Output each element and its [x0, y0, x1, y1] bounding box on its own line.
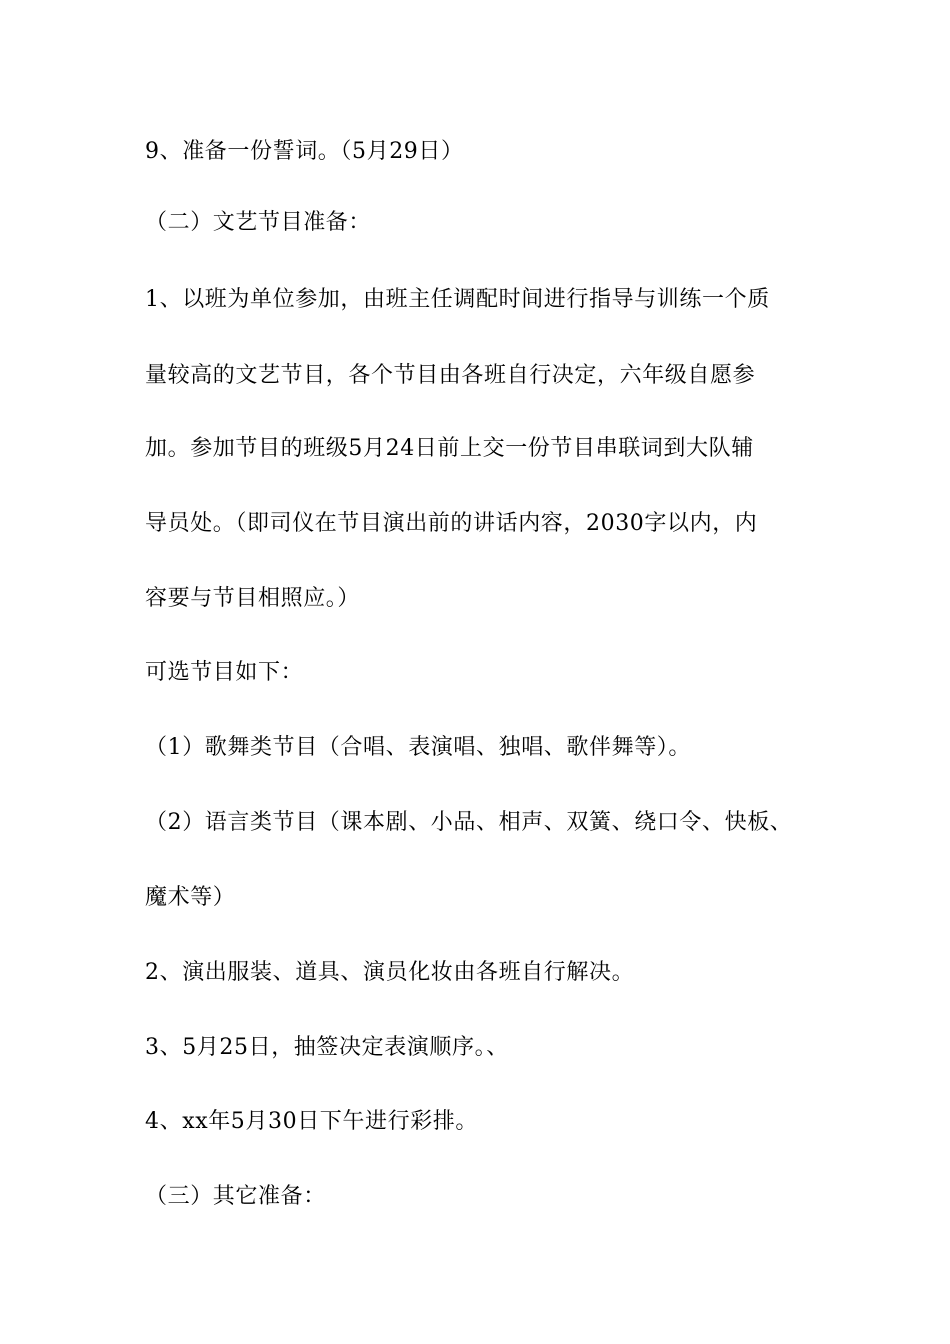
text-line: 魔术等）	[145, 885, 236, 910]
text-line: 导员处。（即司仪在节目演出前的讲话内容，2030字以内，内	[145, 511, 758, 536]
text-line: 容要与节目相照应。）	[145, 586, 361, 611]
text-line: 加。参加节目的班级5月24日前上交一份节目串联词到大队辅	[145, 436, 754, 461]
text-line: 量较高的文艺节目，各个节目由各班自行决定，六年级自愿参	[145, 363, 756, 388]
text-line: （1）歌舞类节目（合唱、表演唱、独唱、歌伴舞等）。	[145, 735, 691, 760]
text-line: （2）语言类节目（课本剧、小品、相声、双簧、绕口令、快板、	[145, 810, 793, 835]
section-heading: （三）其它准备：	[145, 1184, 326, 1209]
text-line: 9、准备一份誓词。（5月29日）	[145, 139, 464, 164]
text-line: 1、以班为单位参加，由班主任调配时间进行指导与训练一个质	[145, 287, 770, 312]
text-line: 可选节目如下：	[145, 660, 304, 685]
text-line: 3、5月25日，抽签决定表演顺序。、	[145, 1035, 509, 1060]
text-line: 4、xx年5月30日下午进行彩排。	[145, 1109, 479, 1134]
section-heading: （二）文艺节目准备：	[145, 210, 372, 235]
text-line: 2、演出服装、道具、演员化妆由各班自行解决。	[145, 960, 635, 985]
